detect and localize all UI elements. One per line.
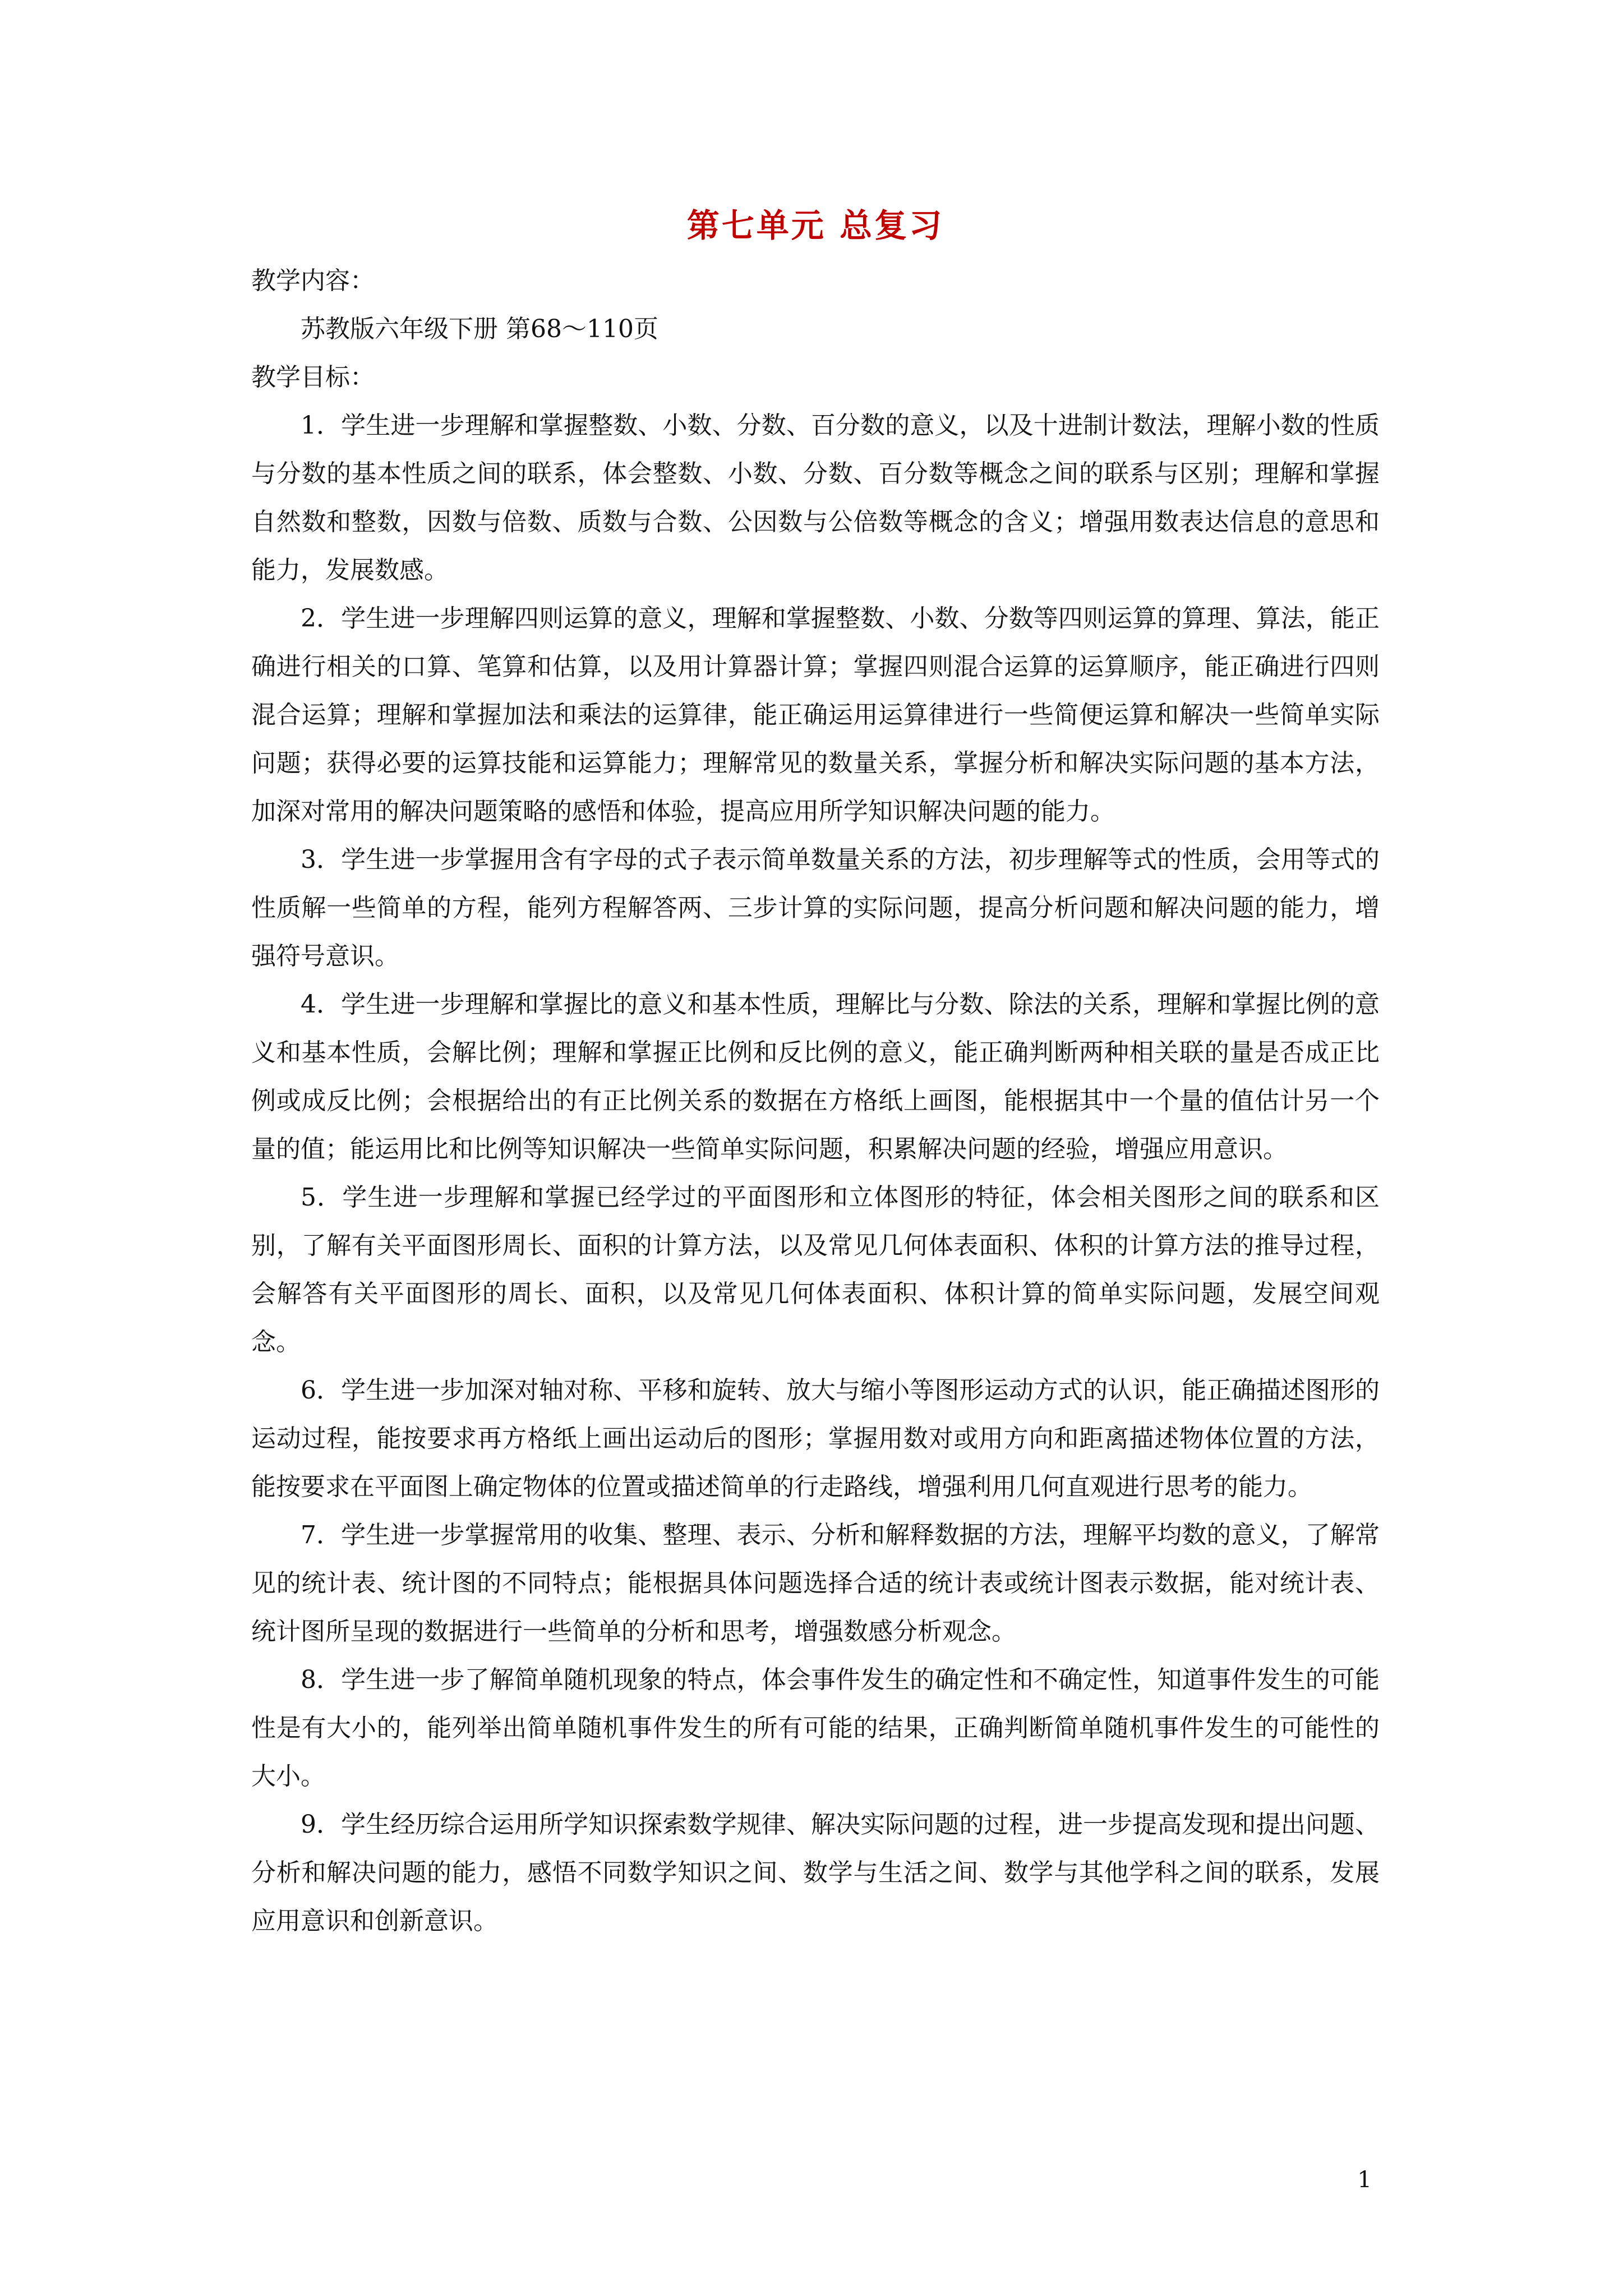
goal-item-5: 5．学生进一步理解和掌握已经学过的平面图形和立体图形的特征，体会相关图形之间的联系和区别，了解有关平面图形周长、面积的计算方法，以及常见几何体表面积、体积的计算方法的推导过程，会解答有关平面图形的周长、面积，以及常见几何体表面积、体积计算的简单实际问题，发展空间观念。 [251, 1183, 1380, 1356]
goal-item-3: 3．学生进一步掌握用含有字母的式子表示简单数量关系的方法，初步理解等式的性质，会用等式的性质解一些简单的方程，能列方程解答两、三步计算的实际问题，提高分析问题和解决问题的能力，增强符号意识。 [251, 845, 1380, 970]
teaching-goals-label: 教学目标： [251, 363, 375, 392]
goal-item-9: 9．学生经历综合运用所学知识探索数学规律、解决实际问题的过程，进一步提高发现和提出问题、分析和解决问题的能力，感悟不同数学知识之间、数学与生活之间、数学与其他学科之间的联系，发展应用意识和创新意识。 [251, 1810, 1380, 1935]
goal-item-4: 4．学生进一步理解和掌握比的意义和基本性质，理解比与分数、除法的关系，理解和掌握比例的意义和基本性质，会解比例；理解和掌握正比例和反比例的意义，能正确判断两种相关联的量是否成正比例或成反比例；会根据给出的有正比例关系的数据在方格纸上画图，能根据其中一个量的值估计另一个量的值；能运用比和比例等知识解决一些简单实际问题，积累解决问题的经验，增强应用意识。 [251, 990, 1380, 1163]
page-title: 第七单元 总复习 [686, 206, 944, 245]
goals-list [251, 402, 1380, 1945]
teaching-content-text: 苏教版六年级下册 第68～110页 [301, 315, 658, 343]
goal-item-2: 2．学生进一步理解四则运算的意义，理解和掌握整数、小数、分数等四则运算的算理、算法，能正确进行相关的口算、笔算和估算，以及用计算器计算；掌握四则混合运算的运算顺序，能正确进行四则混合运算；理解和掌握加法和乘法的运算律，能正确运用运算律进行一些简便运算和解决一些简单实际问题；获得必要的运算技能和运算能力；理解常见的数量关系，掌握分析和解决实际问题的基本方法，加深对常用的解决问题策略的感悟和体验，提高应用所学知识解决问题的能力。 [251, 604, 1380, 826]
goal-item-1: 1．学生进一步理解和掌握整数、小数、分数、百分数的意义，以及十进制计数法，理解小数的性质与分数的基本性质之间的联系，体会整数、小数、分数、百分数等概念之间的联系与区别；理解和掌握自然数和整数，因数与倍数、质数与合数、公因数与公倍数等概念的含义；增强用数表达信息的意思和能力，发展数感。 [251, 411, 1380, 585]
goal-item-6: 6．学生进一步加深对轴对称、平移和旋转、放大与缩小等图形运动方式的认识，能正确描述图形的运动过程，能按要求再方格纸上画出运动后的图形；掌握用数对或用方向和距离描述物体位置的方法，能按要求在平面图上确定物体的位置或描述简单的行走路线，增强利用几何直观进行思考的能力。 [251, 1376, 1380, 1501]
teaching-content-label: 教学内容： [251, 266, 375, 295]
page-number: 1 [1357, 2167, 1372, 2193]
document-body [251, 197, 1380, 1945]
goal-item-8: 8．学生进一步了解简单随机现象的特点，体会事件发生的确定性和不确定性，知道事件发生的可能性是有大小的，能列举出简单随机事件发生的所有可能的结果，正确判断简单随机事件发生的可能性的大小。 [251, 1665, 1380, 1791]
goal-item-7: 7．学生进一步掌握常用的收集、整理、表示、分析和解释数据的方法，理解平均数的意义，了解常见的统计表、统计图的不同特点；能根据具体问题选择合适的统计表或统计图表示数据，能对统计表、统计图所呈现的数据进行一些简单的分析和思考，增强数感分析观念。 [251, 1521, 1380, 1646]
